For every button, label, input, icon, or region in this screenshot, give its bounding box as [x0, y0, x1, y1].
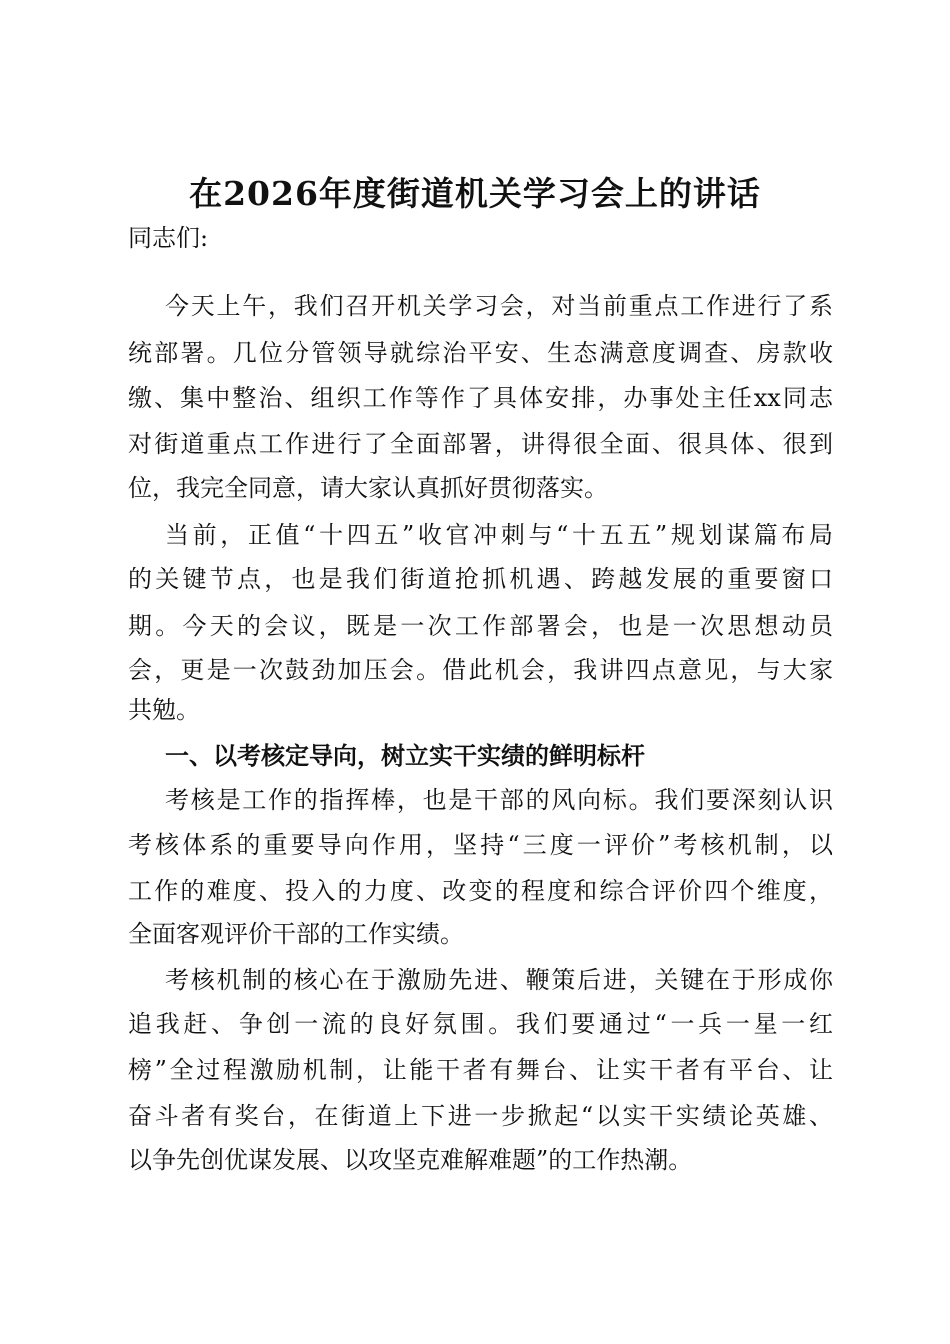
salutation: 同志们:	[128, 224, 209, 252]
paragraph-4-line: 榜”全过程激励机制，让能干者有舞台、让实干者有平台、让	[128, 1056, 833, 1084]
document-title: 在2026年度街道机关学习会上的讲话	[189, 174, 761, 213]
paragraph-3-line: 考核体系的重要导向作用，坚持“三度一评价”考核机制，以	[128, 831, 833, 859]
paragraph-4-line: 追我赶、争创一流的良好氛围。我们要通过“一兵一星一红	[128, 1010, 833, 1038]
paragraph-3-line: 工作的难度、投入的力度、改变的程度和综合评价四个维度，	[128, 877, 833, 905]
paragraph-2-line: 共勉。	[128, 696, 200, 724]
paragraph-2-line: 期。今天的会议，既是一次工作部署会，也是一次思想动员	[128, 612, 833, 640]
paragraph-1-line: 位，我完全同意，请大家认真抓好贯彻落实。	[128, 474, 608, 502]
paragraph-3-line: 全面客观评价干部的工作实绩。	[128, 920, 464, 948]
paragraph-1-line: 今天上午，我们召开机关学习会，对当前重点工作进行了系	[165, 292, 833, 320]
paragraph-3-line: 考核是工作的指挥棒，也是干部的风向标。我们要深刻认识	[165, 786, 833, 814]
paragraph-4-line: 考核机制的核心在于激励先进、鞭策后进，关键在于形成你	[165, 966, 833, 994]
paragraph-2-line: 当前，正值“十四五”收官冲刺与“十五五”规划谋篇布局	[165, 521, 833, 549]
paragraph-1-line: 缴、集中整治、组织工作等作了具体安排，办事处主任xx同志	[128, 384, 833, 412]
paragraph-1-line: 对街道重点工作进行了全面部署，讲得很全面、很具体、很到	[128, 430, 833, 458]
paragraph-4-line: 以争先创优谋发展、以攻坚克难解难题”的工作热潮。	[128, 1146, 693, 1174]
paragraph-2-line: 的关键节点，也是我们街道抢抓机遇、跨越发展的重要窗口	[128, 565, 833, 593]
paragraph-1-line: 统部署。几位分管领导就综治平安、生态满意度调查、房款收	[128, 339, 833, 367]
section-heading-1: 一、以考核定导向，树立实干实绩的鲜明标杆	[165, 741, 645, 770]
paragraph-2-line: 会，更是一次鼓劲加压会。借此机会，我讲四点意见，与大家	[128, 656, 833, 684]
paragraph-4-line: 奋斗者有奖台，在街道上下进一步掀起“以实干实绩论英雄、	[128, 1102, 833, 1130]
